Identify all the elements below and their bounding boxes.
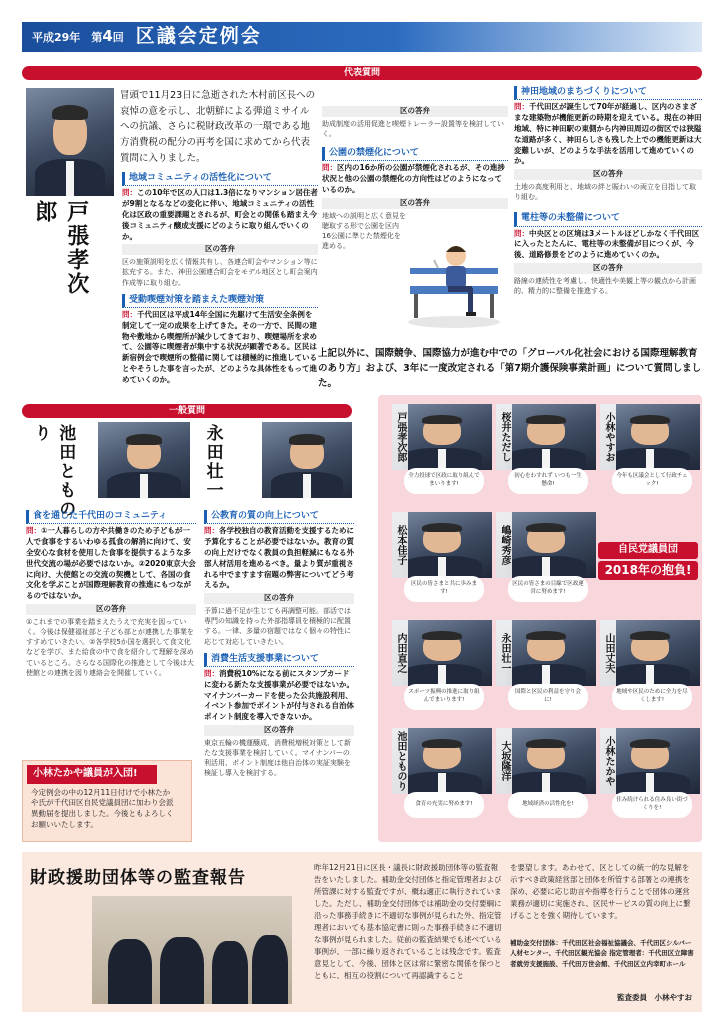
- rep-answer: 地域への説明と広く意見を聴取する形で公園を区内16公園に準じた禁煙化を進める。: [322, 211, 406, 251]
- member-card: [392, 512, 492, 607]
- member-card-name: 嶋崎秀彦: [496, 512, 512, 578]
- rep-question: 問：中央区との区境は3メートルほどしかなく千代田区に入ったとたんに、電柱等の未整備が目につくが、今後、道路修景をどのように進めていくのか。: [514, 228, 700, 260]
- rep-question: 問：千代田区は平成14年全国に先駆けて生活安全条例を制定して一定の成果を上げてきた。その一方で、民間の建物や敷地から喫煙所が減少してきており、喫煙場所を求めて、公園等に喫煙者が集中する状況が顕著である。区民は新宿例会で喫煙所の整備に関しては積極的に推進しているとやそうした事を言ったが、どのような具体性をもって進めていくのか。: [122, 309, 317, 385]
- general-question-bar: 一般質問: [22, 404, 352, 418]
- answer-label: 区の答弁: [26, 604, 196, 615]
- general-col-1: [26, 510, 196, 684]
- general-member-name: 池田とものり: [30, 424, 76, 519]
- member-card: [496, 512, 596, 607]
- audit-title: 財政援助団体等の監査報告: [30, 868, 246, 888]
- member-card-message: 区民の皆さまと共に歩みます!: [404, 576, 484, 602]
- member-card-name: 池田とものり: [392, 728, 408, 794]
- member-card-name: 小林たかや: [600, 728, 616, 794]
- rep-section-title: 電柱等の未整備について: [514, 212, 702, 226]
- new-member-notice: [22, 760, 192, 842]
- audit-signature: 監査委員 小林やすお: [617, 993, 692, 1003]
- party-badge: [598, 542, 698, 582]
- general-col-2: [204, 510, 354, 785]
- answer-label: 区の答弁: [322, 106, 508, 117]
- member-card-name: 大坂隆洋: [496, 728, 512, 794]
- member-card-name: 小林やすお: [600, 404, 616, 470]
- rep-question: 問：区内の16か所の公園が禁煙化されるが、その進捗状況と他の公園の禁煙化の方向性はどのようになっているのか。: [322, 163, 505, 194]
- member-card-name: 内田直之: [392, 620, 408, 686]
- answer-label: 区の答弁: [122, 244, 318, 255]
- member-card-message: 地域経済の活性化を!: [508, 792, 588, 818]
- audit-text-2: を要望します。あわせて、区としての統一的な見解を示すべき政策経営部と団体を所管する部署との連携を深め、必要に応じ助言や指導を行うことで団体の運営業務が適切に実施され、区民サービスの質の向上に繋げることを強く期待しています。: [510, 863, 691, 920]
- member-card: [496, 404, 596, 499]
- answer-label: 区の答弁: [514, 263, 702, 274]
- page-header: [22, 22, 702, 52]
- notice-title: 小林たかや議員が入団!: [27, 765, 157, 784]
- member-card: [600, 728, 700, 823]
- rep-question-bar: 代表質問: [22, 66, 702, 80]
- general-question: 問：①一人暮らしの方や共働きのため子どもが一人で食事をするいわゆる孤食の解消に向けて、安全安心な食材を使用した食事を提供するような多世代交流の場が必要ではないか。②2020東京大会に向け、大使館との交流の契機として、各国の食文化を学ぶことが国際理解教育の推進にもつながるのではないか。: [26, 526, 196, 601]
- rep-intro: 冒頭で11月23日に急逝された木村前区長への哀悼の意を示し、北朝鮮による弾道ミサイルへの抗議、さらに税財政改革の一環である地方消費税の配分の再考を国に求めてから代表質問に入りました。: [120, 90, 316, 164]
- rep-answer: 区の施策説明を広く情報共有し、各連合町会やマンション等に拡充する。また、神田公園連合町会をモデル地区とし町会案内作成等に取り組む。: [122, 258, 318, 287]
- general-section-title: 食を通じた千代田のコミュニティ: [26, 510, 196, 524]
- rep-answer: 路線の連続性を考慮し、快適性や美観上等の観点から計画的、精力的に整備を推進する。: [514, 277, 696, 296]
- general-section-title: 消費生活支援事業について: [204, 653, 354, 667]
- rep-col-3: [514, 86, 702, 302]
- badge-line-2: 2018年の抱負!: [598, 561, 698, 580]
- rep-section-title: 神田地域のまちづくりについて: [514, 86, 702, 100]
- answer-label: 区の答弁: [322, 198, 508, 209]
- audit-text-1: 昨年12月21日に区長・議長に財政援助団体等の監査報告をいたしました。補助金交付団体と指定管理者および所管課に対する監査ですが、概ね適正に執行されていました。ただし、補助金交付団体では補助金の交付要綱に沿った事務手続きに不適切な事例が見られた外、指定管理者においても基本協定書に則った事務手続きに不適切な事例が見られました。従前の監査結果でも述べている事例が、一部に繰り返されていることは残念です。監査意見として、今後、団体と区は常に緊密な関係を保つとともに、相互の役割について再認識すること: [314, 863, 502, 980]
- rep-closing: 上記以外に、国際競争、国際協力が進む中での「グローバル化社会における国際理解教育のあり方」および、3年に一度改定される「第7期介護保険事業計画」について質問しました。: [318, 348, 702, 390]
- rep-question: 問：この10年で区の人口は1.3倍になりマンション居住者が9割となるなどの変化に伴い、地域コミュニティの活性化は区政の重要課題とされるが、町会との関係も踏まえ今後コミュニティ醸成支援にどのように取り組んでいくのか。: [122, 188, 318, 241]
- general-member-photo: [262, 422, 352, 498]
- member-card-name: 松本佳子: [392, 512, 408, 578]
- member-card: [392, 728, 492, 823]
- audit-report: [22, 852, 702, 1012]
- bench-illustration: [404, 238, 504, 330]
- general-question: 問：消費税10%になる前にスタンプカードに変わる新たな支援事業が必要ではないか。マイナンバーカードを使った公共施設利用、イベント参加でポイントが付与される自治体ポイント制度を導入できないか。: [204, 668, 354, 722]
- answer-label: 区の答弁: [514, 169, 702, 180]
- general-answer: 予算に過不足が生じても再調整可能。部活では専門の知識を持った外部指導員を積極的に配置する。一律、多量の宿題ではなく個々の特性に応じて対応していきたい。: [204, 607, 351, 646]
- member-card-name: 永田壮一: [496, 620, 512, 686]
- audit-list: 補助金交付団体：千代田区社会福祉協議会、千代田区シルバー人材センター、千代田区観光協会 指定管理者：千代田区立障害者就労支援施設、千代田万世会館、千代田区立内幸町ホール: [510, 939, 694, 968]
- rep-answer: 土地の高度利用と、地域の絆と賑わいの両立を目指して取り組む。: [514, 183, 696, 202]
- member-card-message: 地域や区民のために全力を尽くします!: [612, 684, 692, 710]
- general-answer: 東京五輪の機運醸成、消費税増税対策として新たな支援事業を検討していく。マイナンバーの利活用、ポイント制度は他自治体の実証実験を検証し導入を検討する。: [204, 739, 351, 778]
- general-member-name: 永田壮一: [202, 424, 223, 500]
- member-card-message: 今年も区議会として行政チェック!: [612, 468, 692, 494]
- page-title: 区議会定例会: [135, 25, 262, 48]
- general-answer: ①これまでの事業を踏まえたうえで充実を図っていく。今後は保健福祉部と子ども部とが連携した事業をすすめていきたい。②各学校5か国を選択して食文化などを学び、また給食の中で食を紹介して理解を深めているところ。さらなる国際化の推進として今後は大使館との連携を図り連絡会を開催していく。: [26, 618, 194, 677]
- notice-body: 今定例会の中の12月11日付けで小林たかや氏が千代田区自民党議員団に加わり会派異動届を提出しました。今後ともよろしくお願いいたします。: [31, 787, 174, 830]
- answer-label: 区の答弁: [204, 593, 354, 604]
- rep-photo: [26, 88, 114, 196]
- member-card-message: 食育の充実に努めます!: [404, 792, 484, 818]
- audit-photo: [92, 896, 292, 1004]
- member-card-name: 山田丈夫: [600, 620, 616, 686]
- member-card-message: 初心をわすれず いつも一生懸命!: [508, 468, 588, 494]
- member-card: [496, 620, 596, 715]
- member-card-message: 全力投球で区政に取り組んでまいります!: [404, 468, 484, 494]
- general-question: 問：各学校独自の教育活動を支援するために予算化することが必要ではないか。教育の質の向上だけでなく教員の負担軽減にもなる外部人材活用を進めるべき。量より質が重視される中でますます宿題の弊害についてどう考えるか。: [204, 526, 354, 590]
- answer-label: 区の答弁: [204, 725, 354, 736]
- issue-label: 平成29年 第4回: [32, 27, 124, 46]
- member-card: [600, 620, 700, 715]
- rep-section-title: 受動喫煙対策を踏まえた喫煙対策: [122, 294, 318, 308]
- rep-question: 問：千代田区が誕生して70年が経過し、区内のさまざまな建築物が機能更新の時期を迎えている。現在の神田地域、特に神田駅の東側から内神田周辺の街区では狭隘な道路が多く、神田らしさも残した上での機能更新は大変難しいが、どのような手法を活用して進めていくのか。: [514, 102, 702, 166]
- rep-col-1: [122, 172, 318, 385]
- rep-section-title: 公園の禁煙化について: [322, 147, 508, 161]
- rep-section-title: 地域コミュニティの活性化について: [122, 172, 318, 186]
- member-card-message: 住み続けられる住み良い街づくりを!: [612, 792, 692, 818]
- member-card-message: スポーツ振興の推進に取り組んでまいります!: [404, 684, 484, 710]
- member-card: [496, 728, 596, 823]
- member-card-message: 区民の皆さまの目線で区政運営に努めます!: [508, 576, 588, 602]
- member-card: [392, 620, 492, 715]
- member-card-message: 国際と区民の利益を守り会に!: [508, 684, 588, 710]
- member-card: [392, 404, 492, 499]
- general-section-title: 公教育の質の向上について: [204, 510, 354, 524]
- member-card-name: 戸張孝次郎: [392, 404, 408, 470]
- general-member-photo: [98, 422, 190, 498]
- badge-line-1: 自民党議員団: [598, 542, 698, 559]
- member-card: [600, 404, 700, 499]
- rep-col-2: [322, 88, 508, 257]
- rep-answer: 助成制度の活用促進と喫煙トレーラー設置等を検討していく。: [322, 119, 504, 139]
- rep-name: 戸張孝次郎: [31, 200, 90, 296]
- member-card-name: 桜井ただし: [496, 404, 512, 470]
